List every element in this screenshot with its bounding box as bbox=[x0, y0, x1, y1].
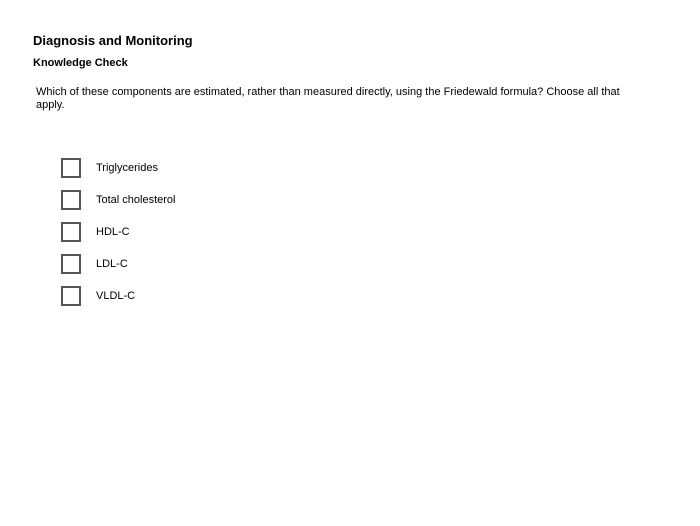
option-label: VLDL-C bbox=[96, 290, 136, 302]
checkbox[interactable] bbox=[61, 286, 81, 306]
page-title: Diagnosis and Monitoring bbox=[33, 33, 193, 48]
option-label: LDL-C bbox=[96, 258, 128, 270]
checkbox[interactable] bbox=[61, 158, 81, 178]
question-text: Which of these components are estimated, rather than measured directly, using the Friedewald formula? Choose all that apply. bbox=[36, 86, 620, 111]
option-label: HDL-C bbox=[96, 226, 130, 238]
option-label: Triglycerides bbox=[96, 162, 158, 174]
option-total-cholesterol[interactable] bbox=[61, 189, 176, 211]
option-triglycerides[interactable] bbox=[61, 157, 176, 179]
option-vldl-c[interactable] bbox=[61, 285, 176, 307]
checkbox[interactable] bbox=[61, 222, 81, 242]
checkbox[interactable] bbox=[61, 254, 81, 274]
option-ldl-c[interactable] bbox=[61, 253, 176, 275]
option-label: Total cholesterol bbox=[96, 194, 176, 206]
checkbox[interactable] bbox=[61, 190, 81, 210]
section-subtitle: Knowledge Check bbox=[33, 57, 128, 69]
answer-options-list bbox=[61, 157, 176, 317]
option-hdl-c[interactable] bbox=[61, 221, 176, 243]
